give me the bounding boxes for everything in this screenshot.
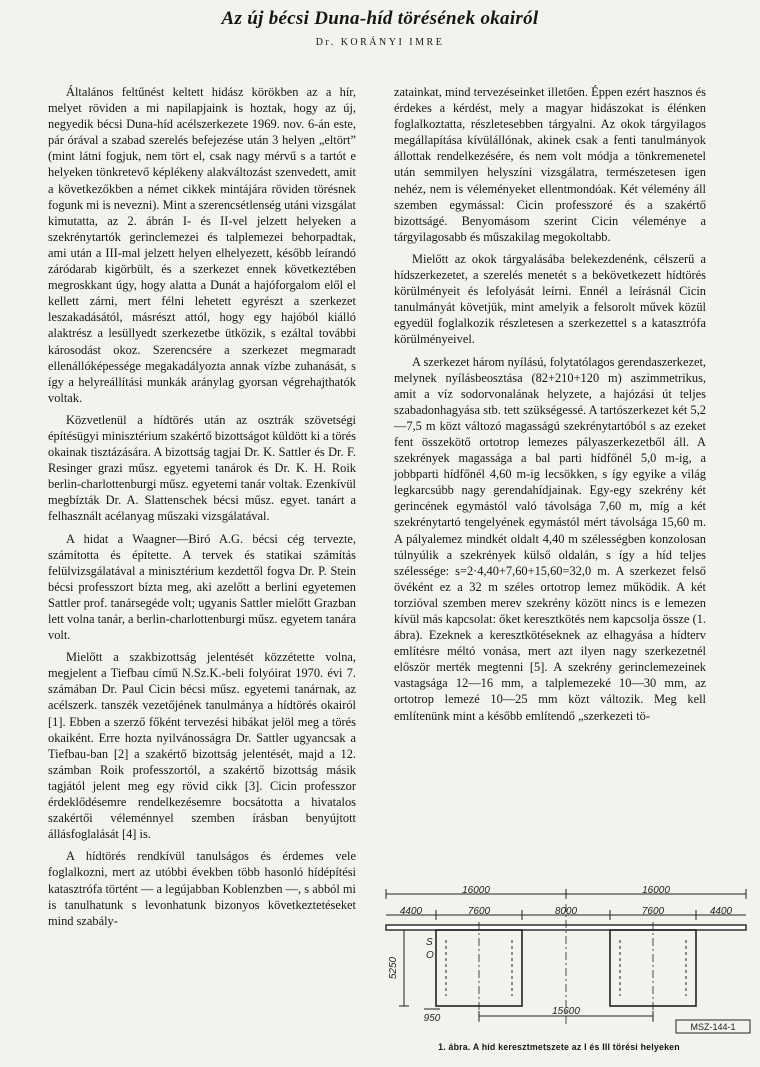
bridge-cross-section-figure <box>374 884 754 1034</box>
dim-label: 4400 <box>709 906 733 917</box>
article-author: Dr. KORÁNYI IMRE <box>315 37 445 48</box>
dim-label: 7600 <box>467 906 491 917</box>
dim-label: 950 <box>423 1013 441 1024</box>
left-column <box>48 84 356 935</box>
paragraph: Közvetlenül a hídtörés után az osztrák szövetségi építésügyi minisztérium szakértő bizottságot küldött ki a törés okainak tisztázására. A bizottság tagjai Dr. K. Sattler és Dr. F. Resinger grazi műsz. egyetemi tanárok és Dr. K. H. Roik berlin-charlottenburgi műsz. egyetemi tanár voltak. Ezenkívül megbízták Dr. A. Slattenschek bécsi műsz. egyet. tanárt a felhasznált acélanyag műszaki vizsgálatával. <box>48 412 356 524</box>
paragraph: A hidat a Waagner—Biró A.G. bécsi cég tervezte, számította és építette. A tervek és statikai számítás felülvizsgálatával a minisztérium kezdettől fogva Dr. P. Stein bécsi professzort bízta meg, aki azelőtt a berlini egyetemen Sattler prof. tanársegéde volt; ugyanis Sattler mielőtt Grazban lett volna tanár, a berlin-charlottenburgi műsz. egyetem tanára volt. <box>48 531 356 643</box>
dim-label: 16000 <box>462 885 490 896</box>
dim-label: 15600 <box>552 1006 580 1017</box>
paragraph: A szerkezet három nyílású, folytatólagos gerendaszerkezet, melynek nyílásbeosztása (82+210+120 m) aszimmetrikus, amit a víz sodorvonalának helyzete, a hajózási út teljes szabadonhagyása stb. tett szükségessé. A tartószerkezet két 5,2—7,5 m közt változó magasságú szekrénytartóból s az ezeket fent összekötő ortotrop lemezes pályaszerkezetből áll. A szekrények magassága a bal parti hídfőnél 5,0 m-ig, a jobbparti hídfőnél 4,60 m-ig lecsökken, s így egyike a világ legkarcsúbb nagy gerendahídjainak. Egy-egy szekrény két gerincének egymástól való távolsága 7,60 m, míg a két szekrénytartó tengelyének egymástól mért távolsága 15,60 m. A pályalemez mindkét oldalt 4,40 m szélességben konzolosan túlnyúlik a szekrények külső oldalán, s így a híd teljes szélessége: s=2·4,40+7,60+15,60=32,0 m. A szerkezet felső övéként ez a 32 m széles ortotrop lemez működik. A két torzióval szemben merev szekrény között nincs is e lemezen kívül más kapcsolat: őket keresztkötés nem kapcsolja össze (1. ábra). Ezeknek a keresztkötéseknek az elhagyása a hídterv említésre méltó vonása, mert azt ilyen nagy szerkezetnél először merték megtenni [5]. A szekrény gerinclemezeinek vastagsága 12—16 mm, a talplemezeké 10—30 mm, az ortotrop lemezé 10—25 mm közt változik. Meg kell említenünk mint a később említendő „szerkezeti tö- <box>394 354 706 723</box>
dim-label: 7600 <box>641 906 665 917</box>
section-label: S <box>426 937 433 948</box>
paragraph: A hídtörés rendkívül tanulságos és érdemes vele foglalkozni, mert az utóbbi években több hasonló hídépítési katasztrófa történt — a legújabban Koblenzben —, s abból mi is tanulhatunk s levonhatunk bizonyos következtetéseket mind szabály- <box>48 849 356 928</box>
paragraph: Általános feltűnést keltett hidász körökben az a hír, melyet röviden a mi napilapjaink is hoztak, hogy az új, negyedik bécsi Duna-híd acélszerkezete 1969. nov. 6-án este, pár órával a szabad szerelés befejezése után 3 helyen „eltört” (mint látni fogjuk, nem tört el, csak nagy mérvű s a tartót e helyeken tönkretevő képlékeny alakváltozást szenvedett, amit a következőkben a német cikkek mintájára röviden törésnek fogunk mi is nevezni). Mint a szerencsétlenség utáni vizsgálat kimutatta, az 2. ábrán I- és II-vel jelzett helyeken a szekrénytartók gerinclemezei és talplemezei behorpadtak, ami után a III-mal jelzett helyen elhelyezett, később leírandó záródarab kigörbült, és a szerkezet ennek következtében megroskkant úgy, hogy alatta a Dunát a hajóforgalom elől el kellett zárni, mert félni lehetett egyrészt a szerkezet leszakadásától, másrészt attól, hogy egy hajóból kiálló alaktrész a lesüllyedt szerkezetbe ütközik, s ezáltal további károsodást okoz. Szerencsére a szerkezet megmaradt ellenállóképessége megakadályozta annak vízbe zuhanását, s így a helyreállítási munkák aránylag gyorsan végrehajthatók voltak. <box>48 85 356 405</box>
article-title: Az új bécsi Duna-híd törésének okairól <box>221 8 539 29</box>
paragraph: zatainkat, mind tervezéseinket illetően. Éppen ezért hasznos és érdekes a kérdést, mely a magyar hidászokat is élénken foglalkoztatta, részletesebben tárgyalni. Az okok tárgyilagos megállapítása kívülállónak, akinek csak a fenti tanulmányok állottak rendelkezésére, és nem volt módja a tönkremenetel után semmilyen helyszíni vizsgálatra, természetesen igen nehéz, nem is véleményeket ellentmondóak. Két vélemény áll szemben egymással: Cicin professzoré és a szakértő bizottságé. Benyomásom szerint Cicin véleménye a tárgyilagosabb és műszakilag megokoltabb. <box>394 85 706 244</box>
dim-label: 5250 <box>388 956 399 980</box>
figure-stamp: MSZ-144-1 <box>690 1022 736 1032</box>
dim-label: 16000 <box>642 885 670 896</box>
cross-section-drawing <box>374 884 754 1034</box>
figure-caption: 1. ábra. A híd keresztmetszete az I és III törési helyeken <box>438 1042 680 1052</box>
right-column <box>394 84 706 730</box>
paragraph: Mielőtt a szakbizottság jelentését közzétette volna, megjelent a Tiefbau című N.Sz.K.-beli folyóirat 1970. évi 7. számában Dr. Paul Cicin bécsi műsz. egyetemi tanárnak, az acélszerk. tanszék vezetőjének tanulmánya a hídtörés okairól [1]. Ebben a szerző főként tervezési hibákat jelöl meg a törés okaiként. Erre hozta nyilvánosságra Dr. Sattler ugyancsak a Tiefbau-ban [2] a szakértő bizottság jelentését, majd a 12. számban Roik professzortól, a szakértő bizottság másik tagjától jelent meg egy rövid cikk [3]. Cicin professzor érdeklődésemre rendelkezésemre bocsátotta a hivatalos szakértői véleménnyel szemben írásban benyújtott állásfoglalását [4] is. <box>48 650 356 842</box>
paragraph: Mielőtt az okok tárgyalásába belekezdenénk, célszerű a hídszerkezetet, a szerelés menetét s a bekövetkezett hídtörés körülményeit és lefolyását leírni. Ennél a leírásnál Cicin tanulmányát követjük, mint amelyik a felsorolt művek közül egyedül foglalkozik részletesen a szerkezettel s a katasztrófa körülményeivel. <box>394 251 706 347</box>
dim-label: 4400 <box>399 906 423 917</box>
dim-label: 8000 <box>554 906 578 917</box>
section-label: O <box>426 950 434 961</box>
